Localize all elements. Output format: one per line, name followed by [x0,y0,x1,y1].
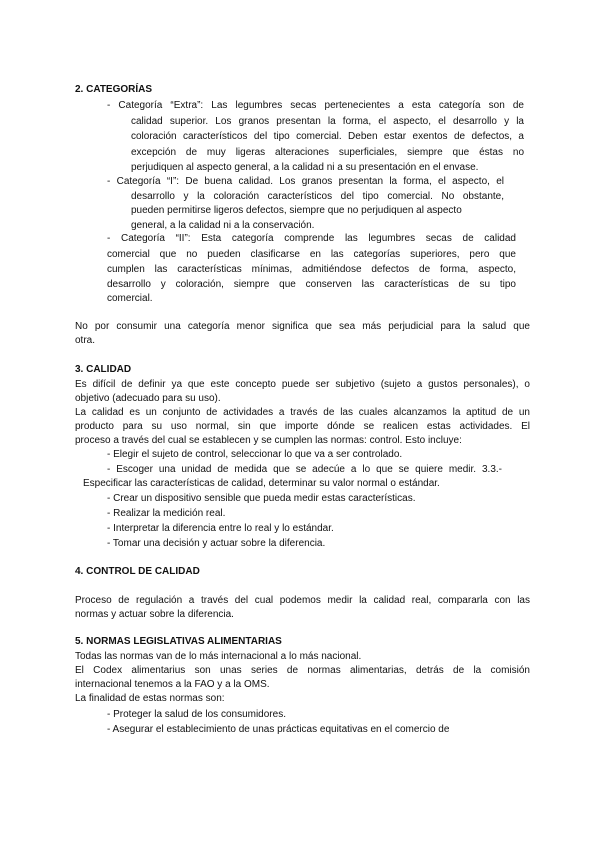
list-item: - Realizar la medición real. [107,508,226,519]
text-line: desarrollo y coloración, siempre que conserven las características de su tipo [107,279,516,290]
section-heading-control: 4. CONTROL DE CALIDAD [75,566,200,577]
text-line: excepción de muy ligeras alteraciones superficiales, siempre que éstas no [131,147,524,158]
text-line: - Categoría “II”: Esta categoría comprende las legumbres secas de calidad [107,233,516,244]
text-line: El Codex alimentarius son unas series de normas alimentarias, detrás de la comisión [75,665,530,676]
section-heading-categorias: 2. CATEGORÍAS [75,84,153,95]
text-line: - Categoría “I”: De buena calidad. Los granos presentan la forma, el aspecto, el [107,176,504,187]
text-line: comercial. [107,293,153,304]
text-line: producto para su uso normal, sin que importe dónde se realicen estas actividades. El [75,421,530,432]
list-item: - Asegurar el establecimiento de unas prácticas equitativas en el comercio de [107,724,450,735]
text-line: coloración característicos del tipo comercial. Deben estar exentos de defectos, a [131,131,524,142]
text-line: Todas las normas van de lo más internacional a lo más nacional. [75,651,362,662]
list-item: Especificar las características de calidad, determinar su valor normal o estándar. [83,478,440,489]
list-item: - Proteger la salud de los consumidores. [107,709,286,720]
text-line: Proceso de regulación a través del cual podemos medir la calidad real, compararla con las [75,595,530,606]
text-line: - Categoría “Extra”: Las legumbres secas pertenecientes a esta categoría son de [107,100,524,111]
text-line: objetivo (adecuado para su uso). [75,393,221,404]
text-line: perjudiquen al aspecto general, a la calidad ni a su presentación en el envase. [131,162,479,173]
text-line: otra. [75,335,96,346]
text-line: proceso a través del cual se establecen y se cumplen las normas: control. Esto incluye: [75,435,462,446]
text-line: No por consumir una categoría menor significa que sea más perjudicial para la salud que [75,321,530,332]
list-item: - Interpretar la diferencia entre lo real y lo estándar. [107,523,334,534]
text-line: Es difícil de definir ya que este concepto puede ser subjetivo (sujeto a gustos personales), o [75,379,530,390]
list-item: - Crear un dispositivo sensible que pueda medir estas características. [107,493,416,504]
text-line: comercial que no pueden clasificarse en las categorías superiores, pero que [107,249,516,260]
list-item: - Escoger una unidad de medida que se adecúe a lo que se quiere medir. 3.3.- [107,464,502,475]
text-line: La finalidad de estas normas son: [75,693,225,704]
list-item: - Elegir el sujeto de control, seleccionar lo que va a ser controlado. [107,449,403,460]
text-line: internacional tenemos a la FAO y a la OMS. [75,679,270,690]
section-heading-normas: 5. NORMAS LEGISLATIVAS ALIMENTARIAS [75,636,282,647]
section-heading-calidad: 3. CALIDAD [75,364,132,375]
text-line: desarrollo y la coloración característicos del tipo comercial. No obstante, [131,191,504,202]
text-line: general, a la calidad ni a la conservación. [131,220,315,231]
text-line: pueden permitirse ligeros defectos, siempre que no perjudiquen al aspecto [131,205,462,216]
text-line: normas y actuar sobre la diferencia. [75,609,234,620]
text-line: calidad superior. Los granos presentan la forma, el aspecto, el desarrollo y la [131,116,524,127]
text-line: cumplen las características mínimas, admitiéndose defectos de forma, aspecto, [107,264,516,275]
text-line: La calidad es un conjunto de actividades a través de las cuales alcanzamos la aptitud de un [75,407,530,418]
list-item: - Tomar una decisión y actuar sobre la diferencia. [107,538,326,549]
